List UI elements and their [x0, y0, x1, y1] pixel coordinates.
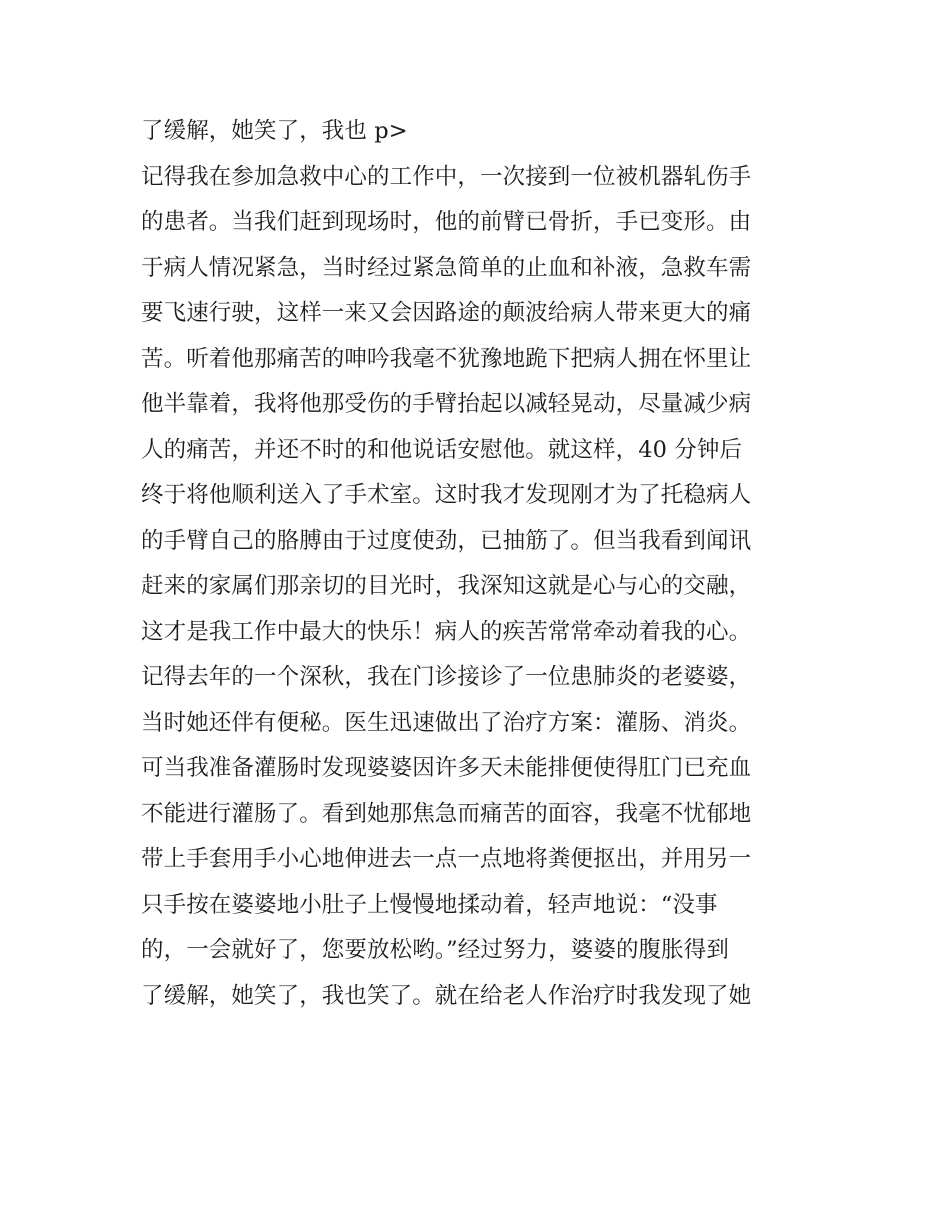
text-line: 了缓解，她笑了，我也 p>: [141, 118, 408, 144]
text-line: 可当我准备灌肠时发现婆婆因许多天未能排便使得肛门已充血: [141, 755, 752, 781]
text-line: 要飞速行驶，这样一来又会因路途的颠波给病人带来更大的痛: [141, 300, 752, 326]
text-line: 人的痛苦，并还不时的和他说话安慰他。就这样，40 分钟后: [141, 436, 743, 463]
text-line: 终于将他顺利送入了手术室。这时我才发现刚才为了托稳病人: [141, 482, 752, 508]
text-line: 赶来的家属们那亲切的目光时，我深知这就是心与心的交融，: [141, 573, 752, 599]
text-line: 的手臂自己的胳膊由于过度使劲，已抽筋了。但当我看到闻讯: [141, 527, 752, 554]
text-line: 这才是我工作中最大的快乐！病人的疾苦常常牵动着我的心。: [141, 618, 752, 645]
text-line: 带上手套用手小心地伸进去一点一点地将粪便抠出，并用另一: [141, 846, 752, 872]
text-line: 记得我在参加急救中心的工作中，一次接到一位被机器轧伤手: [141, 163, 752, 190]
text-line: 了缓解，她笑了，我也笑了。就在给老人作治疗时我发现了她: [141, 982, 752, 1009]
text-line: 只手按在婆婆地小肚子上慢慢地揉动着，轻声地说：“没事: [141, 891, 718, 918]
text-line: 的，一会就好了，您要放松哟。”经过努力，婆婆的腹胀得到: [141, 937, 729, 963]
body-text: [141, 109, 821, 1019]
text-line: 的患者。当我们赶到现场时，他的前臂已骨折，手已变形。由: [141, 209, 752, 235]
text-line: 他半靠着，我将他那受伤的手臂抬起以减轻晃动，尽量减少病: [141, 391, 752, 417]
text-line: 于病人情况紧急，当时经过紧急简单的止血和补液，急救车需: [141, 254, 752, 281]
text-line: 记得去年的一个深秋，我在门诊接诊了一位患肺炎的老婆婆，: [141, 664, 752, 690]
text-line: 不能进行灌肠了。看到她那焦急而痛苦的面容，我毫不忧郁地: [141, 800, 752, 827]
text-line: 苦。听着他那痛苦的呻吟我毫不犹豫地跪下把病人拥在怀里让: [141, 345, 752, 372]
text-line: 当时她还伴有便秘。医生迅速做出了治疗方案：灌肠、消炎。: [141, 709, 752, 736]
